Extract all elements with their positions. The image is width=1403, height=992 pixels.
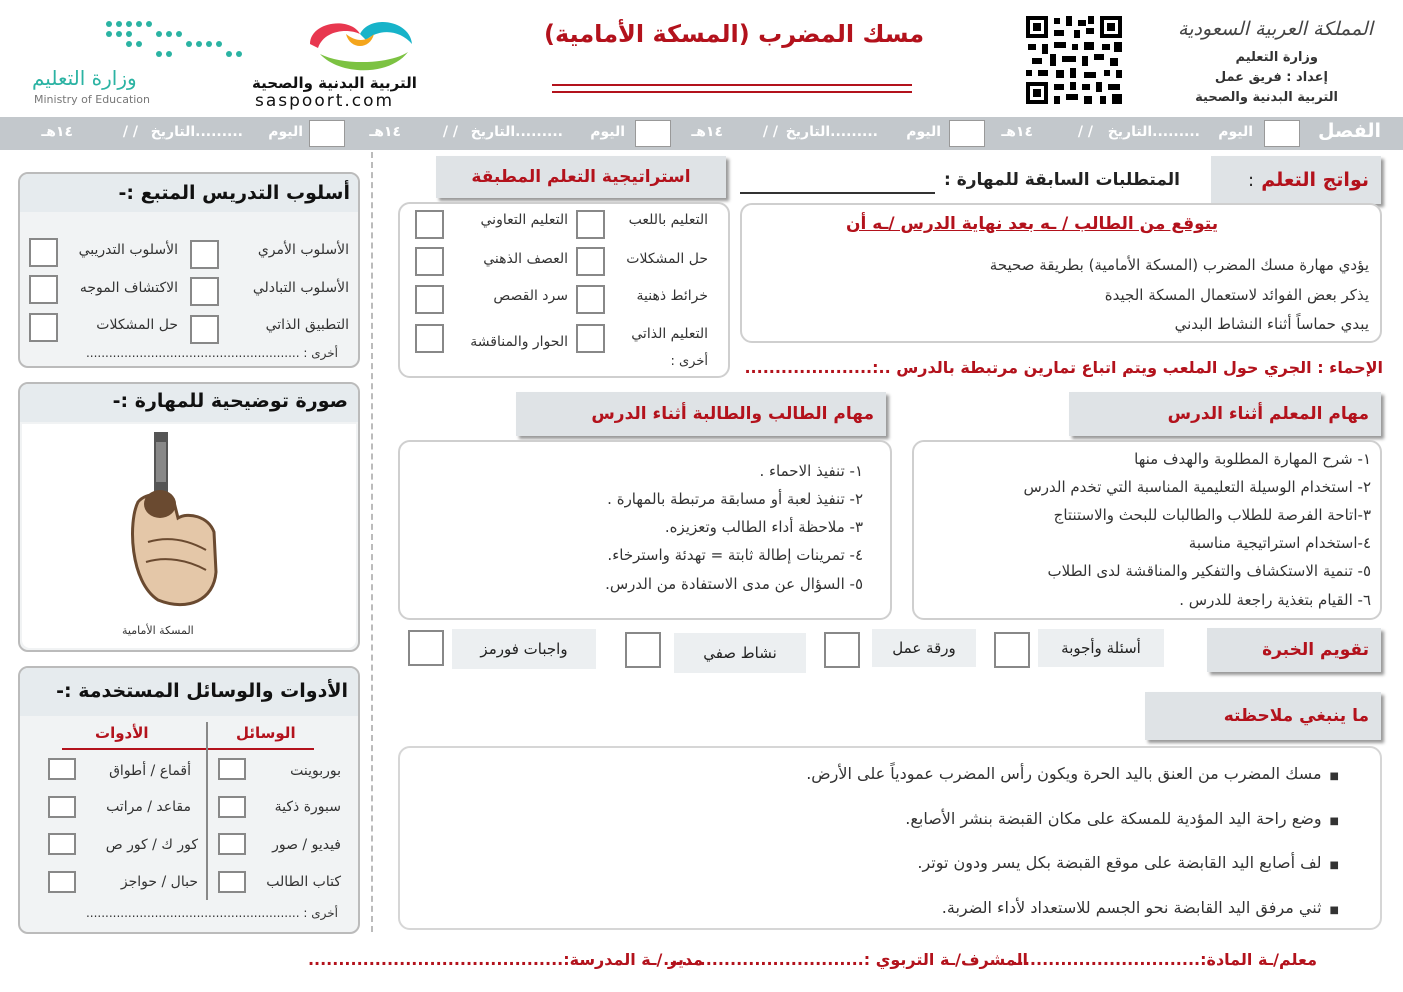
teacher-tasks-tab-label: مهام المعلم أثناء الدرس xyxy=(1167,404,1369,424)
day-input-1[interactable] xyxy=(949,120,985,147)
student-tasks-tab xyxy=(516,392,886,436)
teaching-style-title: أسلوب التدريس المتبع :- xyxy=(118,182,350,204)
teaching-col1-2: التطبيق الذاتي xyxy=(265,317,349,333)
date-slashes-1: / / xyxy=(1077,124,1093,140)
teaching-checkbox-3[interactable] xyxy=(190,315,219,344)
teacher-task-1: ٢- استخدام الوسيلة التعليمية المناسبة التي تخدم الدرس xyxy=(1023,478,1371,496)
strategy-checkbox-4[interactable] xyxy=(576,324,605,353)
media-1: سبورة ذكية xyxy=(274,799,341,815)
notes-tab xyxy=(1145,692,1381,740)
media-3: كتاب الطالب xyxy=(266,874,341,890)
date-bar xyxy=(0,117,1403,150)
note-text-1: وضع راحة اليد المؤدية للمسكة على مكان القبضة بنشر الأصابع. xyxy=(905,809,1322,828)
tools-title: الأدوات والوسائل المستخدمة :- xyxy=(56,680,348,702)
tool-0: أقماع / أطواق xyxy=(109,763,191,779)
date-label-3: .........التاريخ xyxy=(470,124,563,140)
note-item-2 xyxy=(917,853,1339,872)
note-bullet-icon: ■ xyxy=(1329,771,1339,782)
date-label-4: .........التاريخ xyxy=(150,124,243,140)
note-text-0: مسك المضرب من العنق باليد الحرة ويكون رأس المضرب عمودياً على الأرض. xyxy=(806,764,1322,783)
teacher-task-3: ٤-استخدام استراتيجية مناسبة xyxy=(1188,534,1371,552)
media-checkbox-4[interactable] xyxy=(218,871,246,893)
tools-other[interactable]: أخرى : ........................................................ xyxy=(85,906,338,920)
moe-logo-icon xyxy=(103,16,251,58)
teaching-col2-2: حل المشكلات xyxy=(96,317,178,333)
media-0: بوربوينت xyxy=(290,763,341,779)
eval-option-0 xyxy=(1038,629,1164,667)
teaching-checkbox-4[interactable] xyxy=(29,238,58,267)
site-title: التربية البدنية والصحية xyxy=(252,74,417,92)
saspoort-logo-icon xyxy=(300,14,420,76)
day-input-3[interactable] xyxy=(309,120,345,147)
year-label-3: ١٤هـ xyxy=(369,124,401,140)
strategy-col2-1: العصف الذهني xyxy=(483,251,568,267)
moe-name-ar: وزارة التعليم xyxy=(32,66,137,90)
date-label-2: .........التاريخ xyxy=(785,124,878,140)
outcomes-tab-label: نواتج التعلم xyxy=(1261,169,1369,191)
media-checkbox-2[interactable] xyxy=(218,796,246,818)
date-label-1: .........التاريخ xyxy=(1107,124,1200,140)
teacher-task-4: ٥- تنمية الاستكشاف والتفكير والمناقشة لدى الطلاب xyxy=(1047,562,1371,580)
tool-checkbox-4[interactable] xyxy=(48,871,76,893)
prereq-input[interactable] xyxy=(740,192,935,194)
footer-supervisor[interactable]: المشرف/ـة التربوي :................................. xyxy=(663,950,1028,969)
student-task-0: ١- تنفيذ الاحماء . xyxy=(759,462,863,480)
strategy-checkbox-8[interactable] xyxy=(415,324,444,353)
notes-tab-label: ما ينبغي ملاحظته xyxy=(1223,706,1369,726)
teacher-task-0: ١- شرح المهارة المطلوبة والهدف منها xyxy=(1134,450,1371,468)
eval-checkbox-3[interactable] xyxy=(408,630,444,666)
note-item-3 xyxy=(942,898,1339,917)
strategy-col1-3: التعليم الذاتي xyxy=(631,326,708,342)
teaching-col1-0: الأسلوب الأمري xyxy=(257,242,349,258)
prepared-by: إعداد : فريق عمل xyxy=(1214,70,1328,85)
note-item-1 xyxy=(905,809,1339,828)
tool-1: مقاعد / مراتب xyxy=(106,799,191,815)
class-input[interactable] xyxy=(1264,120,1300,147)
student-task-2: ٣- ملاحظة أداء الطالب وتعزيزه. xyxy=(664,518,863,536)
strategy-col2-2: سرد القصص xyxy=(493,288,568,304)
strategy-col2-3: الحوار والمناقشة xyxy=(470,334,568,350)
eval-option-0-label: أسئلة وأجوبة xyxy=(1061,639,1141,657)
teacher-task-2: ٣-اتاحة الفرصة للطلاب والطالبات للبحث والاستنتاج xyxy=(1053,506,1371,524)
date-slashes-3: / / xyxy=(442,124,458,140)
strategy-col2-0: التعليم التعاوني xyxy=(480,212,568,228)
year-label-1: ١٤هـ xyxy=(1001,124,1033,140)
warmup-text: الجري حول الملعب ويتم اتباع تمارين مرتبطة بالدرس ..:..................... xyxy=(744,358,1312,377)
kingdom-calligraphy: المملكة العربية السعودية xyxy=(1178,18,1373,40)
footer-principal[interactable]: مدير /ـة المدرسة:.......................................... xyxy=(307,950,703,969)
teaching-col2-0: الأسلوب التدريبي xyxy=(78,242,178,258)
racket-grip-hand-icon xyxy=(118,432,228,612)
media-checkbox-1[interactable] xyxy=(218,758,246,780)
eval-option-2-label: نشاط صفي xyxy=(703,644,777,662)
strategy-checkbox-3[interactable] xyxy=(576,285,605,314)
ministry-label: وزارة التعليم xyxy=(1235,50,1318,65)
day-label-1: اليوم xyxy=(1218,124,1253,140)
day-label-2: اليوم xyxy=(906,124,941,140)
footer-teacher[interactable]: معلم/ـة المادة:............................... xyxy=(1011,950,1317,969)
student-task-1: ٢- تنفيذ لعبة أو مسابقة مرتبطة بالمهارة . xyxy=(607,490,863,508)
outcome-item-1: يذكر بعض الفوائد لاستعمال المسكة الجيدة xyxy=(1104,286,1369,304)
qr-code-icon xyxy=(1024,14,1124,106)
title-underline-2 xyxy=(552,91,912,93)
tool-checkbox-1[interactable] xyxy=(48,758,76,780)
outcomes-expect: يتوقع من الطالب / ـه بعد نهاية الدرس /ـه أن xyxy=(846,214,1219,234)
year-label-4: ١٤هـ xyxy=(41,124,73,140)
tools-head-line xyxy=(62,748,314,750)
strategy-col1-0: التعليم باللعب xyxy=(628,212,708,228)
outcome-item-0: يؤدي مهارة مسك المضرب (المسكة الأمامية) بطريقة صحيحة xyxy=(989,256,1369,274)
strategy-checkbox-7[interactable] xyxy=(415,285,444,314)
strategy-checkbox-2[interactable] xyxy=(576,247,605,276)
evaluation-tab-label: تقويم الخبرة xyxy=(1262,640,1369,660)
teacher-task-5: ٦- القيام بتغذية راجعة للدرس . xyxy=(1179,591,1371,609)
class-label: الفصل xyxy=(1317,120,1381,142)
student-task-3: ٤- تمرينات إطالة ثابتة = تهدئة واسترخاء. xyxy=(607,546,863,564)
prereq-label: المتطلبات السابقة للمهارة : xyxy=(944,170,1180,190)
evaluation-tab xyxy=(1207,628,1381,672)
strategy-tab xyxy=(436,156,726,198)
date-slashes-2: / / xyxy=(762,124,778,140)
teaching-col2-1: الاكتشاف الموجه xyxy=(79,280,178,296)
skill-image-caption: المسكة الأمامية xyxy=(122,624,194,637)
tools-head-media: الوسائل xyxy=(236,724,296,742)
teaching-other[interactable]: أخرى : ........................................................ xyxy=(85,346,338,360)
strategy-col1-2: خرائط ذهنية xyxy=(636,288,708,304)
outcomes-tab xyxy=(1211,156,1381,204)
teaching-col1-1: الأسلوب التبادلي xyxy=(252,280,349,296)
tools-head-tools: الأدوات xyxy=(95,724,149,742)
strategy-checkbox-5[interactable] xyxy=(415,210,444,239)
eval-option-2 xyxy=(674,633,806,673)
eval-option-3 xyxy=(452,629,596,669)
student-tasks-tab-label: مهام الطالب والطالبة أثناء الدرس xyxy=(591,404,874,424)
outcome-item-2: يبدي حماساً أثناء النشاط البدني xyxy=(1174,315,1369,333)
media-2: فيديو / صور xyxy=(272,837,341,853)
warmup-label: الإحماء : xyxy=(1317,358,1383,377)
strategy-col1-1: حل المشكلات xyxy=(626,251,708,267)
eval-option-1 xyxy=(872,629,976,667)
page-title: مسك المضرب (المسكة الأمامية) xyxy=(544,20,925,48)
warmup-line xyxy=(744,358,1383,377)
day-label-3: اليوم xyxy=(590,124,625,140)
note-bullet-icon: ■ xyxy=(1329,816,1339,827)
outcomes-colon: : xyxy=(1248,170,1255,191)
teaching-checkbox-6[interactable] xyxy=(29,313,58,342)
note-text-2: لف أصابع اليد القابضة على موقع القبضة بكل يسر ودون توتر. xyxy=(917,853,1322,872)
title-underline xyxy=(552,84,912,86)
strategy-tab-label: استراتيجية التعلم المطبقة xyxy=(471,167,691,187)
teaching-checkbox-1[interactable] xyxy=(190,240,219,269)
day-label-4: اليوم xyxy=(268,124,303,140)
dept-label: التربية البدنية والصحية xyxy=(1195,90,1338,105)
date-slashes-4: / / xyxy=(122,124,138,140)
student-task-4: ٥- السؤال عن مدى الاستفادة من الدرس. xyxy=(605,575,863,593)
year-label-2: ١٤هـ xyxy=(691,124,723,140)
eval-checkbox-2[interactable] xyxy=(625,632,661,668)
strategy-checkbox-6[interactable] xyxy=(415,247,444,276)
teaching-checkbox-2[interactable] xyxy=(190,277,219,306)
skill-image-title: صورة توضيحية للمهارة :- xyxy=(112,390,348,412)
eval-checkbox-1[interactable] xyxy=(824,632,860,668)
site-url: saspoort.com xyxy=(255,91,395,111)
note-bullet-icon: ■ xyxy=(1329,905,1339,916)
tools-col-divider xyxy=(206,722,208,900)
note-text-3: ثني مرفق اليد القابضة نحو الجسم للاستعداد لأداء الضربة. xyxy=(941,898,1322,917)
teaching-checkbox-5[interactable] xyxy=(29,275,58,304)
note-item-0 xyxy=(806,764,1339,783)
tool-checkbox-3[interactable] xyxy=(48,833,76,855)
strategy-other[interactable]: أخرى : xyxy=(670,354,708,369)
teacher-tasks-tab xyxy=(1069,392,1381,436)
moe-name-en: Ministry of Education xyxy=(34,93,151,106)
eval-option-1-label: ورقة عمل xyxy=(892,639,956,657)
note-bullet-icon: ■ xyxy=(1329,860,1339,871)
strategy-checkbox-1[interactable] xyxy=(576,210,605,239)
tool-checkbox-2[interactable] xyxy=(48,796,76,818)
eval-option-3-label: واجبات فورمز xyxy=(480,640,568,658)
tool-2: كور ك / كور ص xyxy=(105,837,198,853)
eval-checkbox-0[interactable] xyxy=(994,632,1030,668)
day-input-2[interactable] xyxy=(635,120,671,147)
tool-3: حبال / حواجز xyxy=(120,874,198,890)
sidebar-divider xyxy=(371,152,373,932)
media-checkbox-3[interactable] xyxy=(218,833,246,855)
